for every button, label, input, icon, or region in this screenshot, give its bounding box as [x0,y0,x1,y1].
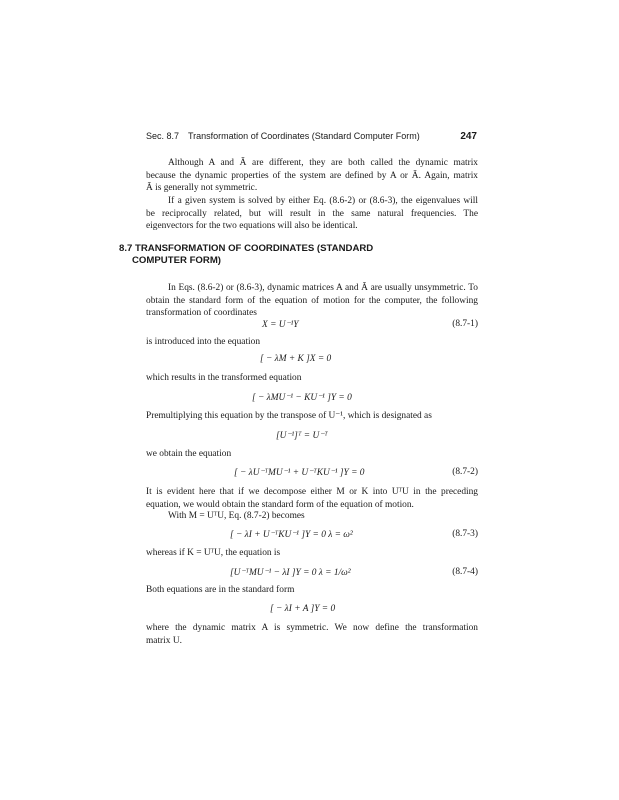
running-header [146,131,477,145]
intro-paragraph-1 [146,157,478,195]
text-line: It is evident here that if we decompose either M or K into UᵀU in the preceding [146,487,478,497]
equation [146,354,478,366]
equation-number: (8.7-3) [452,529,478,539]
body-paragraph-2 [146,486,478,511]
header-title: Transformation of Coordinates (Standard Computer Form) [188,131,420,141]
equation-8-7-1 [146,319,478,331]
text-line: where the dynamic matrix A is symmetric. We now define the transformation [146,623,478,633]
text-line: Although A and Ã are different, they are both called the dynamic matrix [168,158,478,168]
equation-body: X = U⁻¹Y [262,320,299,330]
equation [146,430,478,442]
heading-line-2: COMPUTER FORM) [132,255,221,266]
equation-body: [ − λI + U⁻ᵀKU⁻¹ ]Y = 0 λ = ω² [230,530,353,540]
text-line: With M = UᵀU, Eq. (8.7-2) becomes [168,511,305,521]
equation-number: (8.7-4) [452,567,478,577]
equation-body: [ − λU⁻ᵀMU⁻¹ + U⁻ᵀKU⁻¹ ]Y = 0 [234,468,365,478]
equation-number: (8.7-1) [452,319,478,329]
equation-body: [ − λM + K ]X = 0 [260,354,332,364]
equation-8-7-3 [146,529,478,541]
text-line: transformation of coordinates [146,308,257,319]
header-section: Sec. 8.7 [146,131,180,141]
text-line: obtain the standard form of the equation of motion for the computer, the following [146,295,478,306]
text-line: be reciprocally related, but will result in the same natural frequencies. The [146,208,478,219]
text-line: equation, we would obtain the standard form of the equation of motion. [146,499,414,510]
equation-body: [ − λI + A ]Y = 0 [270,604,336,614]
equation-body: [ − λMU⁻¹ − KU⁻¹ ]Y = 0 [252,393,352,403]
equation-8-7-2 [146,467,478,479]
text-line: eigenvectors for the two equations will also be identical. [146,221,358,232]
text-line: whereas if K = UᵀU, the equation is [146,548,281,558]
equation-number: (8.7-2) [452,467,478,477]
text-line: because the dynamic properties of the system are defined by A or Ã. Again, matrix [146,170,478,181]
body-paragraph-1 [146,282,478,320]
equation-8-7-4 [146,567,478,579]
text-line: which results in the transformed equation [146,373,302,383]
equation-body: [U⁻¹]ᵀ = U⁻ᵀ [276,431,328,441]
text-line: If a given system is solved by either Eq. (8.6-2) or (8.6-3), the eigenvalues will [168,196,478,206]
equation [146,604,478,616]
text-line: we obtain the equation [146,449,232,459]
text-line: Ã is generally not symmetric. [146,183,258,194]
text-line: is introduced into the equation [146,337,261,347]
text-line: matrix U. [146,635,182,646]
page-number: 247 [460,131,477,142]
body-paragraph-3 [146,622,478,647]
text-line: In Eqs. (8.6-2) or (8.6-3), dynamic matrices A and Ã are usually unsymmetric. To [168,283,478,293]
section-heading [119,243,373,267]
heading-line-1: 8.7 TRANSFORMATION OF COORDINATES (STANDARD [119,243,374,254]
text-line: Premultiplying this equation by the transpose of U⁻¹, which is designated as [146,411,432,421]
equation [146,392,478,404]
equation-body: [U⁻ᵀMU⁻¹ − λI ]Y = 0 λ = 1/ω² [230,568,351,578]
text-line: Both equations are in the standard form [146,585,295,595]
intro-paragraph-2 [146,195,478,233]
